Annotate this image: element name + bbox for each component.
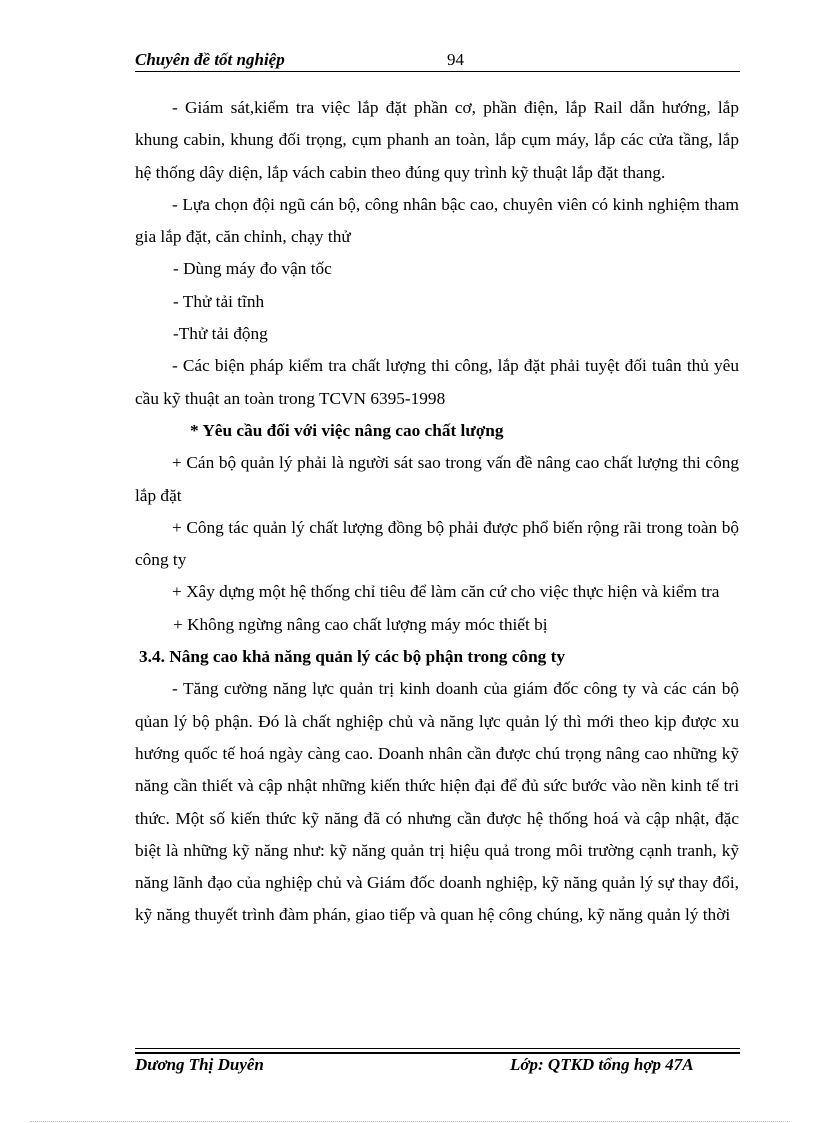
header-title: Chuyên đề tốt nghiệp: [135, 50, 285, 69]
footer-author: Dương Thị Duyên: [135, 1055, 264, 1074]
document-body: [135, 92, 739, 932]
paragraph: - Các biện pháp kiểm tra chất lượng thi công, lắp đặt phải tuyệt đối tuân thủ yêu cầu kỹ thuật an toàn trong TCVN 6395-1998: [135, 356, 739, 408]
footer-rule-thick: [135, 1052, 740, 1054]
header-rule: [135, 71, 740, 72]
list-item: - Dùng máy đo vận tốc: [173, 259, 332, 279]
paragraph: + Cán bộ quản lý phải là người sát sao trong vấn đề nâng cao chất lượng thi công lắp đặt: [135, 453, 739, 505]
page-header: [135, 48, 740, 70]
page-edge-divider: [30, 1121, 790, 1122]
subheading: * Yêu cầu đối với việc nâng cao chất lượng: [190, 420, 504, 440]
list-item: + Không ngừng nâng cao chất lượng máy móc thiết bị: [173, 614, 548, 634]
footer-class: Lớp: QTKD tổng hợp 47A: [510, 1055, 694, 1074]
paragraph: - Tăng cường năng lực quản trị kinh doanh của giám đốc công ty và các cán bộ qủan lý bộ phận. Đó là chất nghiệp chủ và năng lực quản lý thì mới theo kịp được xu hướng quốc tế hoá ngày càng cao. Doanh nhân cần được chú trọng nâng cao những kỹ năng cần thiết và cập nhật những kiến thức hiện đại để đủ sức bước vào nền kinh tế tri thức. Một số kiến thức kỹ năng đã có nhưng cần được hệ thống hoá và cập nhật, đặc biệt là những kỹ năng như: kỹ năng quản trị hiệu quả trong môi trường cạnh tranh, kỹ năng lãnh đạo của nghiệp chủ và Giám đốc doanh nghiệp, kỹ năng quản lý sự thay đổi, kỹ năng thuyết trình đàm phán, giao tiếp và quan hệ công chúng, kỹ năng quản lý thời: [135, 679, 739, 925]
paragraph: + Công tác quản lý chất lượng đồng bộ phải được phổ biến rộng rãi trong toàn bộ công ty: [135, 517, 739, 570]
list-item: - Thử tải tĩnh: [173, 291, 265, 311]
footer-rule-thin: [135, 1048, 740, 1049]
section-heading: 3.4. Nâng cao khả năng quản lý các bộ phận trong công ty: [139, 647, 566, 667]
page-number: 94: [447, 50, 464, 69]
paragraph: + Xây dựng một hệ thống chỉ tiêu để làm căn cứ cho việc thực hiện và kiểm tra: [172, 582, 720, 602]
paragraph: - Giám sát,kiểm tra việc lắp đặt phần cơ, phần điện, lắp Rail dẫn hướng, lắp khung cabin, khung đối trọng, cụm phanh an toàn, lắp cụm máy, lắp các cửa tầng, lắp hệ thống dây diện, lắp vách cabin theo đúng quy trình kỹ thuật lắp đặt thang.: [135, 98, 739, 182]
list-item: -Thử tải động: [173, 324, 268, 344]
paragraph: - Lựa chọn đội ngũ cán bộ, công nhân bậc cao, chuyên viên có kinh nghiệm tham gia lắp đặt, căn chỉnh, chạy thử: [135, 194, 739, 247]
